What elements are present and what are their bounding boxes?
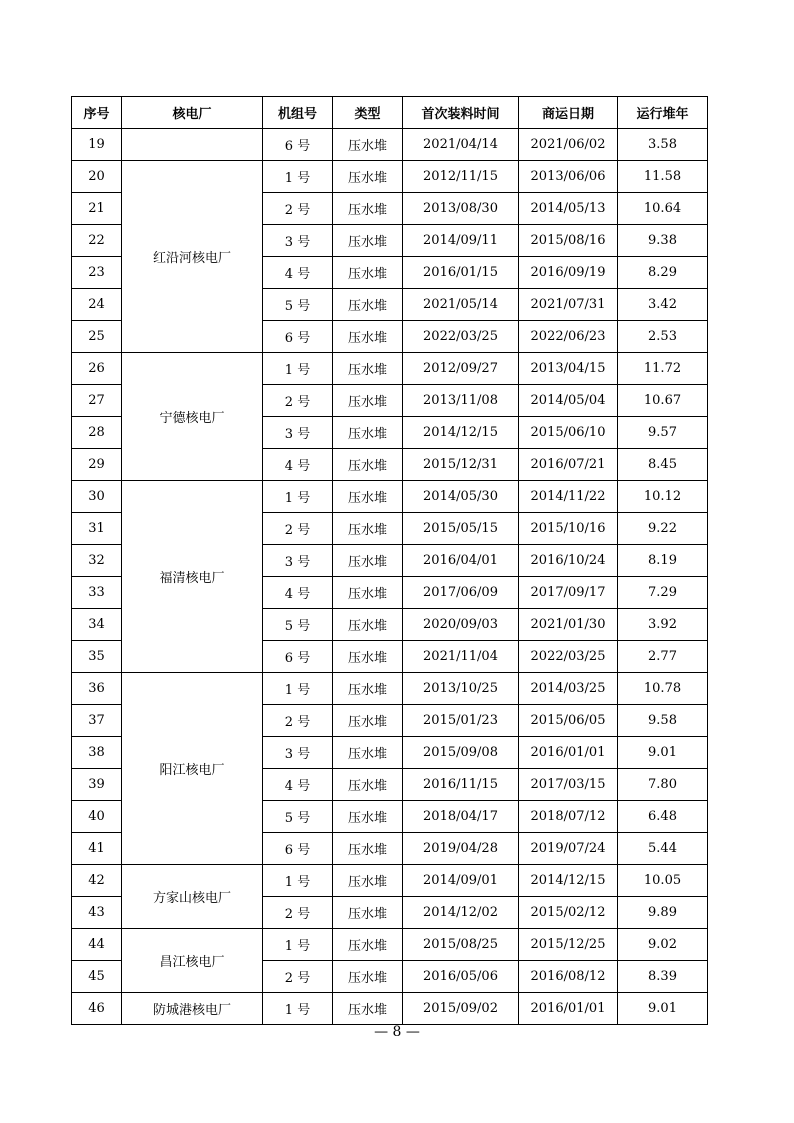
commercial-operation-date: 2016/08/12 <box>519 961 618 993</box>
header-index: 序号 <box>72 97 122 129</box>
row-index: 20 <box>72 161 122 193</box>
reactor-years: 7.29 <box>618 577 708 609</box>
first-fuel-load-date: 2014/05/30 <box>403 481 519 513</box>
plant-name-cell <box>122 129 263 161</box>
reactor-table <box>71 96 708 1025</box>
first-fuel-load-date: 2016/01/15 <box>403 257 519 289</box>
first-fuel-load-date: 2015/09/02 <box>403 993 519 1025</box>
plant-name-cell: 宁德核电厂 <box>122 353 263 481</box>
reactor-type: 压水堆 <box>333 353 403 385</box>
header-reactor-years: 运行堆年 <box>618 97 708 129</box>
commercial-operation-date: 2013/06/06 <box>519 161 618 193</box>
reactor-years: 9.89 <box>618 897 708 929</box>
reactor-type: 压水堆 <box>333 737 403 769</box>
first-fuel-load-date: 2013/11/08 <box>403 385 519 417</box>
row-index: 26 <box>72 353 122 385</box>
first-fuel-load-date: 2014/09/11 <box>403 225 519 257</box>
first-fuel-load-date: 2020/09/03 <box>403 609 519 641</box>
unit-number: 2 号 <box>263 193 333 225</box>
commercial-operation-date: 2016/07/21 <box>519 449 618 481</box>
reactor-years: 5.44 <box>618 833 708 865</box>
reactor-years: 10.67 <box>618 385 708 417</box>
reactor-years: 6.48 <box>618 801 708 833</box>
unit-number: 6 号 <box>263 833 333 865</box>
reactor-type: 压水堆 <box>333 641 403 673</box>
reactor-type: 压水堆 <box>333 257 403 289</box>
reactor-years: 9.58 <box>618 705 708 737</box>
reactor-years: 11.58 <box>618 161 708 193</box>
reactor-type: 压水堆 <box>333 897 403 929</box>
row-index: 33 <box>72 577 122 609</box>
commercial-operation-date: 2021/07/31 <box>519 289 618 321</box>
row-index: 38 <box>72 737 122 769</box>
unit-number: 4 号 <box>263 257 333 289</box>
unit-number: 1 号 <box>263 929 333 961</box>
first-fuel-load-date: 2021/05/14 <box>403 289 519 321</box>
reactor-type: 压水堆 <box>333 161 403 193</box>
table-row <box>72 865 708 897</box>
unit-number: 1 号 <box>263 865 333 897</box>
commercial-operation-date: 2017/03/15 <box>519 769 618 801</box>
unit-number: 1 号 <box>263 353 333 385</box>
first-fuel-load-date: 2015/09/08 <box>403 737 519 769</box>
header-first-fuel-load: 首次装料时间 <box>403 97 519 129</box>
plant-name-cell: 方家山核电厂 <box>122 865 263 929</box>
first-fuel-load-date: 2014/12/02 <box>403 897 519 929</box>
first-fuel-load-date: 2015/12/31 <box>403 449 519 481</box>
row-index: 23 <box>72 257 122 289</box>
reactor-years: 8.29 <box>618 257 708 289</box>
first-fuel-load-date: 2012/09/27 <box>403 353 519 385</box>
unit-number: 2 号 <box>263 961 333 993</box>
commercial-operation-date: 2015/10/16 <box>519 513 618 545</box>
commercial-operation-date: 2016/01/01 <box>519 737 618 769</box>
unit-number: 2 号 <box>263 897 333 929</box>
reactor-type: 压水堆 <box>333 545 403 577</box>
commercial-operation-date: 2015/06/10 <box>519 417 618 449</box>
reactor-years: 11.72 <box>618 353 708 385</box>
commercial-operation-date: 2014/03/25 <box>519 673 618 705</box>
table-row <box>72 993 708 1025</box>
reactor-years: 2.77 <box>618 641 708 673</box>
row-index: 45 <box>72 961 122 993</box>
reactor-type: 压水堆 <box>333 609 403 641</box>
reactor-years: 9.38 <box>618 225 708 257</box>
reactor-type: 压水堆 <box>333 705 403 737</box>
commercial-operation-date: 2014/12/15 <box>519 865 618 897</box>
row-index: 36 <box>72 673 122 705</box>
unit-number: 2 号 <box>263 705 333 737</box>
unit-number: 1 号 <box>263 993 333 1025</box>
commercial-operation-date: 2017/09/17 <box>519 577 618 609</box>
reactor-years: 8.45 <box>618 449 708 481</box>
header-type: 类型 <box>333 97 403 129</box>
commercial-operation-date: 2014/05/04 <box>519 385 618 417</box>
reactor-years: 10.64 <box>618 193 708 225</box>
first-fuel-load-date: 2021/11/04 <box>403 641 519 673</box>
first-fuel-load-date: 2014/12/15 <box>403 417 519 449</box>
unit-number: 5 号 <box>263 289 333 321</box>
row-index: 39 <box>72 769 122 801</box>
unit-number: 2 号 <box>263 513 333 545</box>
first-fuel-load-date: 2022/03/25 <box>403 321 519 353</box>
first-fuel-load-date: 2016/11/15 <box>403 769 519 801</box>
row-index: 27 <box>72 385 122 417</box>
commercial-operation-date: 2014/11/22 <box>519 481 618 513</box>
row-index: 46 <box>72 993 122 1025</box>
table-header <box>72 97 708 129</box>
row-index: 28 <box>72 417 122 449</box>
reactor-type: 压水堆 <box>333 449 403 481</box>
reactor-type: 压水堆 <box>333 929 403 961</box>
table-row <box>72 929 708 961</box>
reactor-years: 9.01 <box>618 737 708 769</box>
table-row <box>72 353 708 385</box>
reactor-type: 压水堆 <box>333 993 403 1025</box>
first-fuel-load-date: 2013/08/30 <box>403 193 519 225</box>
row-index: 21 <box>72 193 122 225</box>
row-index: 22 <box>72 225 122 257</box>
first-fuel-load-date: 2018/04/17 <box>403 801 519 833</box>
row-index: 42 <box>72 865 122 897</box>
commercial-operation-date: 2015/06/05 <box>519 705 618 737</box>
commercial-operation-date: 2022/03/25 <box>519 641 618 673</box>
first-fuel-load-date: 2014/09/01 <box>403 865 519 897</box>
row-index: 29 <box>72 449 122 481</box>
reactor-type: 压水堆 <box>333 577 403 609</box>
commercial-operation-date: 2018/07/12 <box>519 801 618 833</box>
table-row <box>72 129 708 161</box>
commercial-operation-date: 2021/01/30 <box>519 609 618 641</box>
unit-number: 4 号 <box>263 577 333 609</box>
plant-name-cell: 昌江核电厂 <box>122 929 263 993</box>
row-index: 43 <box>72 897 122 929</box>
reactor-years: 3.42 <box>618 289 708 321</box>
reactor-type: 压水堆 <box>333 289 403 321</box>
row-index: 32 <box>72 545 122 577</box>
reactor-years: 3.58 <box>618 129 708 161</box>
unit-number: 3 号 <box>263 737 333 769</box>
reactor-type: 压水堆 <box>333 769 403 801</box>
first-fuel-load-date: 2016/05/06 <box>403 961 519 993</box>
reactor-years: 7.80 <box>618 769 708 801</box>
first-fuel-load-date: 2017/06/09 <box>403 577 519 609</box>
reactor-type: 压水堆 <box>333 385 403 417</box>
unit-number: 3 号 <box>263 225 333 257</box>
commercial-operation-date: 2016/10/24 <box>519 545 618 577</box>
row-index: 37 <box>72 705 122 737</box>
first-fuel-load-date: 2019/04/28 <box>403 833 519 865</box>
reactor-years: 9.57 <box>618 417 708 449</box>
reactor-type: 压水堆 <box>333 673 403 705</box>
row-index: 44 <box>72 929 122 961</box>
unit-number: 2 号 <box>263 385 333 417</box>
unit-number: 4 号 <box>263 449 333 481</box>
header-row <box>72 97 708 129</box>
reactor-years: 9.22 <box>618 513 708 545</box>
commercial-operation-date: 2014/05/13 <box>519 193 618 225</box>
reactor-type: 压水堆 <box>333 225 403 257</box>
first-fuel-load-date: 2021/04/14 <box>403 129 519 161</box>
row-index: 41 <box>72 833 122 865</box>
reactor-type: 压水堆 <box>333 833 403 865</box>
row-index: 31 <box>72 513 122 545</box>
reactor-type: 压水堆 <box>333 129 403 161</box>
row-index: 34 <box>72 609 122 641</box>
unit-number: 6 号 <box>263 129 333 161</box>
page-number: — 8 — <box>374 1024 420 1040</box>
unit-number: 3 号 <box>263 545 333 577</box>
commercial-operation-date: 2015/08/16 <box>519 225 618 257</box>
reactor-type: 压水堆 <box>333 513 403 545</box>
row-index: 25 <box>72 321 122 353</box>
unit-number: 3 号 <box>263 417 333 449</box>
commercial-operation-date: 2016/01/01 <box>519 993 618 1025</box>
reactor-type: 压水堆 <box>333 193 403 225</box>
table-row <box>72 481 708 513</box>
reactor-years: 3.92 <box>618 609 708 641</box>
plant-name-cell: 福清核电厂 <box>122 481 263 673</box>
row-index: 30 <box>72 481 122 513</box>
row-index: 24 <box>72 289 122 321</box>
header-plant: 核电厂 <box>122 97 263 129</box>
plant-name-cell: 红沿河核电厂 <box>122 161 263 353</box>
reactor-type: 压水堆 <box>333 321 403 353</box>
row-index: 19 <box>72 129 122 161</box>
unit-number: 4 号 <box>263 769 333 801</box>
table-row <box>72 673 708 705</box>
unit-number: 1 号 <box>263 161 333 193</box>
unit-number: 5 号 <box>263 801 333 833</box>
unit-number: 1 号 <box>263 673 333 705</box>
reactor-years: 10.12 <box>618 481 708 513</box>
header-unit: 机组号 <box>263 97 333 129</box>
reactor-years: 10.05 <box>618 865 708 897</box>
reactor-years: 2.53 <box>618 321 708 353</box>
first-fuel-load-date: 2013/10/25 <box>403 673 519 705</box>
unit-number: 6 号 <box>263 641 333 673</box>
unit-number: 1 号 <box>263 481 333 513</box>
commercial-operation-date: 2015/12/25 <box>519 929 618 961</box>
reactor-years: 10.78 <box>618 673 708 705</box>
table-row <box>72 161 708 193</box>
reactor-type: 压水堆 <box>333 865 403 897</box>
reactor-type: 压水堆 <box>333 961 403 993</box>
first-fuel-load-date: 2015/05/15 <box>403 513 519 545</box>
first-fuel-load-date: 2015/01/23 <box>403 705 519 737</box>
header-commercial-date: 商运日期 <box>519 97 618 129</box>
first-fuel-load-date: 2015/08/25 <box>403 929 519 961</box>
row-index: 40 <box>72 801 122 833</box>
reactor-type: 压水堆 <box>333 801 403 833</box>
unit-number: 5 号 <box>263 609 333 641</box>
first-fuel-load-date: 2016/04/01 <box>403 545 519 577</box>
reactor-years: 8.19 <box>618 545 708 577</box>
reactor-type: 压水堆 <box>333 481 403 513</box>
plant-name-cell: 防城港核电厂 <box>122 993 263 1025</box>
first-fuel-load-date: 2012/11/15 <box>403 161 519 193</box>
commercial-operation-date: 2013/04/15 <box>519 353 618 385</box>
reactor-years: 9.01 <box>618 993 708 1025</box>
commercial-operation-date: 2021/06/02 <box>519 129 618 161</box>
reactor-years: 9.02 <box>618 929 708 961</box>
commercial-operation-date: 2015/02/12 <box>519 897 618 929</box>
commercial-operation-date: 2022/06/23 <box>519 321 618 353</box>
commercial-operation-date: 2016/09/19 <box>519 257 618 289</box>
commercial-operation-date: 2019/07/24 <box>519 833 618 865</box>
reactor-years: 8.39 <box>618 961 708 993</box>
unit-number: 6 号 <box>263 321 333 353</box>
row-index: 35 <box>72 641 122 673</box>
reactor-type: 压水堆 <box>333 417 403 449</box>
plant-name-cell: 阳江核电厂 <box>122 673 263 865</box>
table-body <box>72 129 708 1025</box>
